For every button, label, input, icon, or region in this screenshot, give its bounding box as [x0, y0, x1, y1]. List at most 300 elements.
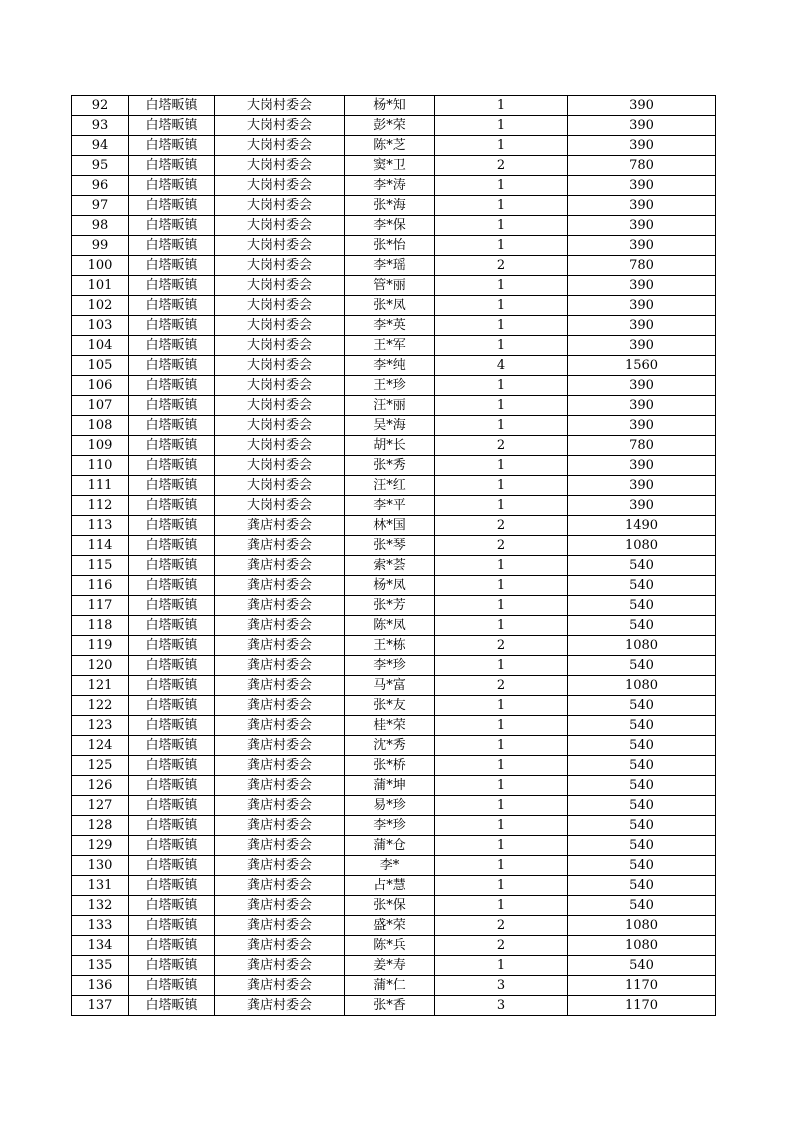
- town-cell: 白塔畈镇: [129, 856, 215, 876]
- name-cell: 管*丽: [345, 276, 435, 296]
- town-cell: 白塔畈镇: [129, 516, 215, 536]
- table-row: [72, 196, 716, 216]
- town-cell: 白塔畈镇: [129, 696, 215, 716]
- count-cell: 1: [435, 616, 568, 636]
- count-cell: 2: [435, 256, 568, 276]
- name-cell: 索*荟: [345, 556, 435, 576]
- town-cell: 白塔畈镇: [129, 416, 215, 436]
- village-committee-cell: 大岗村委会: [215, 216, 345, 236]
- row-number-cell: 123: [72, 716, 129, 736]
- name-cell: 李*珍: [345, 656, 435, 676]
- row-number-cell: 125: [72, 756, 129, 776]
- table-row: [72, 356, 716, 376]
- amount-cell: 390: [568, 236, 716, 256]
- name-cell: 陈*芝: [345, 136, 435, 156]
- town-cell: 白塔畈镇: [129, 276, 215, 296]
- village-committee-cell: 龚店村委会: [215, 896, 345, 916]
- amount-cell: 390: [568, 196, 716, 216]
- village-committee-cell: 龚店村委会: [215, 576, 345, 596]
- count-cell: 1: [435, 776, 568, 796]
- name-cell: 陈*凤: [345, 616, 435, 636]
- amount-cell: 780: [568, 156, 716, 176]
- name-cell: 李*珍: [345, 816, 435, 836]
- amount-cell: 540: [568, 616, 716, 636]
- name-cell: 李*英: [345, 316, 435, 336]
- town-cell: 白塔畈镇: [129, 976, 215, 996]
- table-row: [72, 616, 716, 636]
- table-row: [72, 656, 716, 676]
- table-row: [72, 516, 716, 536]
- row-number-cell: 93: [72, 116, 129, 136]
- row-number-cell: 96: [72, 176, 129, 196]
- table-row: [72, 836, 716, 856]
- name-cell: 张*秀: [345, 456, 435, 476]
- name-cell: 张*香: [345, 996, 435, 1016]
- table-row: [72, 676, 716, 696]
- village-committee-cell: 大岗村委会: [215, 356, 345, 376]
- count-cell: 1: [435, 796, 568, 816]
- name-cell: 李*: [345, 856, 435, 876]
- row-number-cell: 122: [72, 696, 129, 716]
- village-committee-cell: 大岗村委会: [215, 476, 345, 496]
- count-cell: 1: [435, 316, 568, 336]
- village-committee-cell: 龚店村委会: [215, 696, 345, 716]
- row-number-cell: 108: [72, 416, 129, 436]
- town-cell: 白塔畈镇: [129, 596, 215, 616]
- amount-cell: 540: [568, 776, 716, 796]
- town-cell: 白塔畈镇: [129, 396, 215, 416]
- table-row: [72, 256, 716, 276]
- row-number-cell: 110: [72, 456, 129, 476]
- name-cell: 姜*寿: [345, 956, 435, 976]
- count-cell: 1: [435, 396, 568, 416]
- table-row: [72, 536, 716, 556]
- row-number-cell: 114: [72, 536, 129, 556]
- amount-cell: 540: [568, 876, 716, 896]
- row-number-cell: 132: [72, 896, 129, 916]
- table-row: [72, 596, 716, 616]
- row-number-cell: 134: [72, 936, 129, 956]
- table-row: [72, 496, 716, 516]
- row-number-cell: 137: [72, 996, 129, 1016]
- amount-cell: 390: [568, 336, 716, 356]
- town-cell: 白塔畈镇: [129, 736, 215, 756]
- row-number-cell: 105: [72, 356, 129, 376]
- village-committee-cell: 龚店村委会: [215, 836, 345, 856]
- name-cell: 林*国: [345, 516, 435, 536]
- count-cell: 2: [435, 676, 568, 696]
- amount-cell: 390: [568, 276, 716, 296]
- count-cell: 1: [435, 576, 568, 596]
- village-committee-cell: 大岗村委会: [215, 256, 345, 276]
- town-cell: 白塔畈镇: [129, 376, 215, 396]
- village-committee-cell: 大岗村委会: [215, 236, 345, 256]
- name-cell: 张*琴: [345, 536, 435, 556]
- row-number-cell: 100: [72, 256, 129, 276]
- amount-cell: 390: [568, 416, 716, 436]
- town-cell: 白塔畈镇: [129, 556, 215, 576]
- village-committee-cell: 大岗村委会: [215, 276, 345, 296]
- row-number-cell: 92: [72, 96, 129, 116]
- count-cell: 1: [435, 716, 568, 736]
- table-row: [72, 776, 716, 796]
- town-cell: 白塔畈镇: [129, 956, 215, 976]
- row-number-cell: 94: [72, 136, 129, 156]
- table-body: [72, 96, 716, 1016]
- table-row: [72, 696, 716, 716]
- amount-cell: 1490: [568, 516, 716, 536]
- amount-cell: 540: [568, 796, 716, 816]
- village-committee-cell: 龚店村委会: [215, 516, 345, 536]
- count-cell: 2: [435, 636, 568, 656]
- name-cell: 张*凤: [345, 296, 435, 316]
- row-number-cell: 103: [72, 316, 129, 336]
- count-cell: 2: [435, 936, 568, 956]
- town-cell: 白塔畈镇: [129, 356, 215, 376]
- town-cell: 白塔畈镇: [129, 296, 215, 316]
- village-committee-cell: 龚店村委会: [215, 656, 345, 676]
- town-cell: 白塔畈镇: [129, 836, 215, 856]
- name-cell: 李*平: [345, 496, 435, 516]
- name-cell: 蒲*坤: [345, 776, 435, 796]
- count-cell: 1: [435, 896, 568, 916]
- village-committee-cell: 大岗村委会: [215, 496, 345, 516]
- table-row: [72, 816, 716, 836]
- table-row: [72, 956, 716, 976]
- count-cell: 1: [435, 836, 568, 856]
- count-cell: 2: [435, 156, 568, 176]
- name-cell: 李*瑶: [345, 256, 435, 276]
- count-cell: 1: [435, 496, 568, 516]
- town-cell: 白塔畈镇: [129, 756, 215, 776]
- count-cell: 1: [435, 736, 568, 756]
- name-cell: 汪*丽: [345, 396, 435, 416]
- town-cell: 白塔畈镇: [129, 916, 215, 936]
- count-cell: 1: [435, 196, 568, 216]
- village-committee-cell: 大岗村委会: [215, 336, 345, 356]
- row-number-cell: 117: [72, 596, 129, 616]
- name-cell: 胡*长: [345, 436, 435, 456]
- name-cell: 杨*知: [345, 96, 435, 116]
- town-cell: 白塔畈镇: [129, 316, 215, 336]
- table-row: [72, 756, 716, 776]
- row-number-cell: 127: [72, 796, 129, 816]
- amount-cell: 540: [568, 836, 716, 856]
- village-committee-cell: 龚店村委会: [215, 636, 345, 656]
- count-cell: 1: [435, 656, 568, 676]
- name-cell: 李*纯: [345, 356, 435, 376]
- town-cell: 白塔畈镇: [129, 796, 215, 816]
- row-number-cell: 128: [72, 816, 129, 836]
- amount-cell: 390: [568, 376, 716, 396]
- village-committee-cell: 龚店村委会: [215, 776, 345, 796]
- village-committee-cell: 龚店村委会: [215, 596, 345, 616]
- amount-cell: 1080: [568, 536, 716, 556]
- row-number-cell: 115: [72, 556, 129, 576]
- amount-cell: 390: [568, 296, 716, 316]
- name-cell: 张*怡: [345, 236, 435, 256]
- row-number-cell: 101: [72, 276, 129, 296]
- village-committee-cell: 大岗村委会: [215, 296, 345, 316]
- name-cell: 王*栋: [345, 636, 435, 656]
- row-number-cell: 102: [72, 296, 129, 316]
- name-cell: 王*珍: [345, 376, 435, 396]
- village-committee-cell: 大岗村委会: [215, 116, 345, 136]
- name-cell: 李*保: [345, 216, 435, 236]
- amount-cell: 1560: [568, 356, 716, 376]
- amount-cell: 390: [568, 316, 716, 336]
- village-committee-cell: 大岗村委会: [215, 436, 345, 456]
- name-cell: 汪*红: [345, 476, 435, 496]
- village-committee-cell: 大岗村委会: [215, 196, 345, 216]
- town-cell: 白塔畈镇: [129, 456, 215, 476]
- town-cell: 白塔畈镇: [129, 156, 215, 176]
- table-row: [72, 276, 716, 296]
- table-row: [72, 336, 716, 356]
- table-row: [72, 456, 716, 476]
- town-cell: 白塔畈镇: [129, 776, 215, 796]
- table-row: [72, 176, 716, 196]
- table-row: [72, 856, 716, 876]
- table-row: [72, 936, 716, 956]
- amount-cell: 1080: [568, 936, 716, 956]
- town-cell: 白塔畈镇: [129, 716, 215, 736]
- count-cell: 3: [435, 976, 568, 996]
- row-number-cell: 121: [72, 676, 129, 696]
- row-number-cell: 113: [72, 516, 129, 536]
- row-number-cell: 136: [72, 976, 129, 996]
- count-cell: 1: [435, 176, 568, 196]
- village-committee-cell: 龚店村委会: [215, 856, 345, 876]
- count-cell: 1: [435, 296, 568, 316]
- row-number-cell: 97: [72, 196, 129, 216]
- amount-cell: 390: [568, 496, 716, 516]
- row-number-cell: 126: [72, 776, 129, 796]
- name-cell: 张*友: [345, 696, 435, 716]
- table-row: [72, 436, 716, 456]
- row-number-cell: 95: [72, 156, 129, 176]
- table-row: [72, 576, 716, 596]
- town-cell: 白塔畈镇: [129, 676, 215, 696]
- table-row: [72, 916, 716, 936]
- village-committee-cell: 龚店村委会: [215, 876, 345, 896]
- village-committee-cell: 龚店村委会: [215, 916, 345, 936]
- name-cell: 杨*凤: [345, 576, 435, 596]
- count-cell: 1: [435, 876, 568, 896]
- count-cell: 1: [435, 236, 568, 256]
- table-row: [72, 996, 716, 1016]
- amount-cell: 540: [568, 716, 716, 736]
- amount-cell: 1170: [568, 996, 716, 1016]
- village-committee-cell: 大岗村委会: [215, 316, 345, 336]
- table-row: [72, 96, 716, 116]
- row-number-cell: 99: [72, 236, 129, 256]
- count-cell: 1: [435, 276, 568, 296]
- table-row: [72, 476, 716, 496]
- town-cell: 白塔畈镇: [129, 616, 215, 636]
- amount-cell: 390: [568, 96, 716, 116]
- village-committee-cell: 龚店村委会: [215, 736, 345, 756]
- town-cell: 白塔畈镇: [129, 536, 215, 556]
- name-cell: 张*芳: [345, 596, 435, 616]
- amount-cell: 540: [568, 656, 716, 676]
- town-cell: 白塔畈镇: [129, 496, 215, 516]
- amount-cell: 540: [568, 756, 716, 776]
- village-committee-cell: 龚店村委会: [215, 616, 345, 636]
- amount-cell: 540: [568, 896, 716, 916]
- table-row: [72, 136, 716, 156]
- village-committee-cell: 龚店村委会: [215, 996, 345, 1016]
- row-number-cell: 116: [72, 576, 129, 596]
- amount-cell: 780: [568, 256, 716, 276]
- row-number-cell: 98: [72, 216, 129, 236]
- count-cell: 1: [435, 216, 568, 236]
- count-cell: 1: [435, 476, 568, 496]
- row-number-cell: 133: [72, 916, 129, 936]
- amount-cell: 390: [568, 396, 716, 416]
- row-number-cell: 118: [72, 616, 129, 636]
- amount-cell: 1080: [568, 676, 716, 696]
- table-row: [72, 636, 716, 656]
- village-committee-cell: 龚店村委会: [215, 536, 345, 556]
- name-cell: 盛*荣: [345, 916, 435, 936]
- village-committee-cell: 大岗村委会: [215, 136, 345, 156]
- count-cell: 1: [435, 556, 568, 576]
- name-cell: 窦*卫: [345, 156, 435, 176]
- town-cell: 白塔畈镇: [129, 236, 215, 256]
- name-cell: 沈*秀: [345, 736, 435, 756]
- town-cell: 白塔畈镇: [129, 656, 215, 676]
- town-cell: 白塔畈镇: [129, 256, 215, 276]
- count-cell: 1: [435, 336, 568, 356]
- table-row: [72, 316, 716, 336]
- town-cell: 白塔畈镇: [129, 896, 215, 916]
- amount-cell: 390: [568, 176, 716, 196]
- village-committee-cell: 龚店村委会: [215, 936, 345, 956]
- village-committee-cell: 龚店村委会: [215, 676, 345, 696]
- amount-cell: 540: [568, 556, 716, 576]
- table-row: [72, 716, 716, 736]
- table-row: [72, 376, 716, 396]
- village-committee-cell: 龚店村委会: [215, 816, 345, 836]
- row-number-cell: 131: [72, 876, 129, 896]
- name-cell: 张*保: [345, 896, 435, 916]
- table-row: [72, 296, 716, 316]
- amount-cell: 390: [568, 116, 716, 136]
- village-committee-cell: 大岗村委会: [215, 156, 345, 176]
- count-cell: 1: [435, 416, 568, 436]
- town-cell: 白塔畈镇: [129, 196, 215, 216]
- name-cell: 蒲*仁: [345, 976, 435, 996]
- count-cell: 1: [435, 116, 568, 136]
- amount-cell: 1080: [568, 916, 716, 936]
- town-cell: 白塔畈镇: [129, 936, 215, 956]
- town-cell: 白塔畈镇: [129, 136, 215, 156]
- table-row: [72, 396, 716, 416]
- name-cell: 李*涛: [345, 176, 435, 196]
- name-cell: 易*珍: [345, 796, 435, 816]
- data-table: [71, 95, 716, 1016]
- town-cell: 白塔畈镇: [129, 816, 215, 836]
- town-cell: 白塔畈镇: [129, 96, 215, 116]
- count-cell: 1: [435, 596, 568, 616]
- row-number-cell: 135: [72, 956, 129, 976]
- village-committee-cell: 大岗村委会: [215, 176, 345, 196]
- town-cell: 白塔畈镇: [129, 996, 215, 1016]
- count-cell: 1: [435, 756, 568, 776]
- village-committee-cell: 大岗村委会: [215, 396, 345, 416]
- village-committee-cell: 龚店村委会: [215, 976, 345, 996]
- amount-cell: 780: [568, 436, 716, 456]
- count-cell: 2: [435, 536, 568, 556]
- row-number-cell: 106: [72, 376, 129, 396]
- table-row: [72, 156, 716, 176]
- row-number-cell: 112: [72, 496, 129, 516]
- count-cell: 1: [435, 956, 568, 976]
- town-cell: 白塔畈镇: [129, 876, 215, 896]
- town-cell: 白塔畈镇: [129, 176, 215, 196]
- name-cell: 吴*海: [345, 416, 435, 436]
- village-committee-cell: 大岗村委会: [215, 376, 345, 396]
- town-cell: 白塔畈镇: [129, 576, 215, 596]
- table-row: [72, 236, 716, 256]
- table-row: [72, 976, 716, 996]
- village-committee-cell: 大岗村委会: [215, 96, 345, 116]
- count-cell: 3: [435, 996, 568, 1016]
- village-committee-cell: 龚店村委会: [215, 956, 345, 976]
- amount-cell: 540: [568, 956, 716, 976]
- table-row: [72, 876, 716, 896]
- row-number-cell: 107: [72, 396, 129, 416]
- town-cell: 白塔畈镇: [129, 216, 215, 236]
- amount-cell: 390: [568, 456, 716, 476]
- row-number-cell: 111: [72, 476, 129, 496]
- row-number-cell: 130: [72, 856, 129, 876]
- amount-cell: 540: [568, 736, 716, 756]
- count-cell: 2: [435, 516, 568, 536]
- table-row: [72, 216, 716, 236]
- town-cell: 白塔畈镇: [129, 636, 215, 656]
- name-cell: 陈*兵: [345, 936, 435, 956]
- row-number-cell: 104: [72, 336, 129, 356]
- row-number-cell: 124: [72, 736, 129, 756]
- amount-cell: 1080: [568, 636, 716, 656]
- count-cell: 1: [435, 816, 568, 836]
- amount-cell: 390: [568, 136, 716, 156]
- town-cell: 白塔畈镇: [129, 336, 215, 356]
- name-cell: 蒲*仓: [345, 836, 435, 856]
- amount-cell: 540: [568, 816, 716, 836]
- count-cell: 1: [435, 96, 568, 116]
- count-cell: 1: [435, 456, 568, 476]
- amount-cell: 540: [568, 596, 716, 616]
- amount-cell: 540: [568, 576, 716, 596]
- row-number-cell: 119: [72, 636, 129, 656]
- name-cell: 马*富: [345, 676, 435, 696]
- table-row: [72, 796, 716, 816]
- village-committee-cell: 龚店村委会: [215, 756, 345, 776]
- count-cell: 1: [435, 856, 568, 876]
- count-cell: 1: [435, 696, 568, 716]
- amount-cell: 540: [568, 696, 716, 716]
- amount-cell: 1170: [568, 976, 716, 996]
- name-cell: 张*海: [345, 196, 435, 216]
- count-cell: 4: [435, 356, 568, 376]
- name-cell: 张*桥: [345, 756, 435, 776]
- village-committee-cell: 大岗村委会: [215, 416, 345, 436]
- amount-cell: 390: [568, 216, 716, 236]
- row-number-cell: 120: [72, 656, 129, 676]
